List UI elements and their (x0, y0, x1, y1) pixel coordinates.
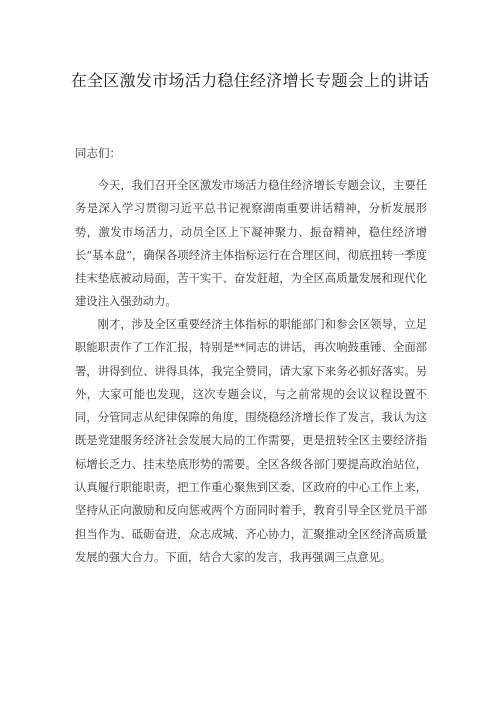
salutation: 同志们： (75, 146, 121, 160)
paragraph-opening: 今天，我们召开全区激发市场活力稳住经济增长专题会议，主要任务是深入学习贯彻习近平总书记视察湖南重要讲话精神，分析发展形势，激发市场活力，动员全区上下凝神聚力、振奋精神，稳住经济增长“基本盘”，确保各项经济主体指标运行在合理区间，彻底扭转一季度挂末垫底被动局面，苦干实干、奋发赶超，为全区高质量发展和现代化建设注入强劲动力。 (75, 179, 427, 309)
paragraph-remarks: 刚才，涉及全区重要经济主体指标的职能部门和参会区领导，立足职能职责作了工作汇报，特别是**同志的讲话，再次响鼓重锤、全面部署，讲得到位、讲得具体，我完全赞同，请大家下来务必抓好落实。另外，大家可能也发现，这次专题会议，与之前常规的会议议程设置不同，分管同志从纪律保障的角度，围绕稳经济增长作了发言，我认为这既是党建服务经济社会发展大局的工作需要，更是扭转全区主要经济指标增长乏力、挂末垫底形势的需要。全区各级各部门要提高政治站位，认真履行职能职责，把工作重心聚焦到区委、区政府的中心工作上来，坚持从正向激励和反向惩戒两个方面同时着手，教育引导全区党员干部担当作为、砥砺奋进，众志成城、齐心协力，汇聚推动全区经济高质量发展的强大合力。下面，结合大家的发言，我再强调三点意见。 (75, 318, 427, 564)
document-title: 在全区激发市场活力稳住经济增长专题会上的讲话 (70, 71, 430, 90)
